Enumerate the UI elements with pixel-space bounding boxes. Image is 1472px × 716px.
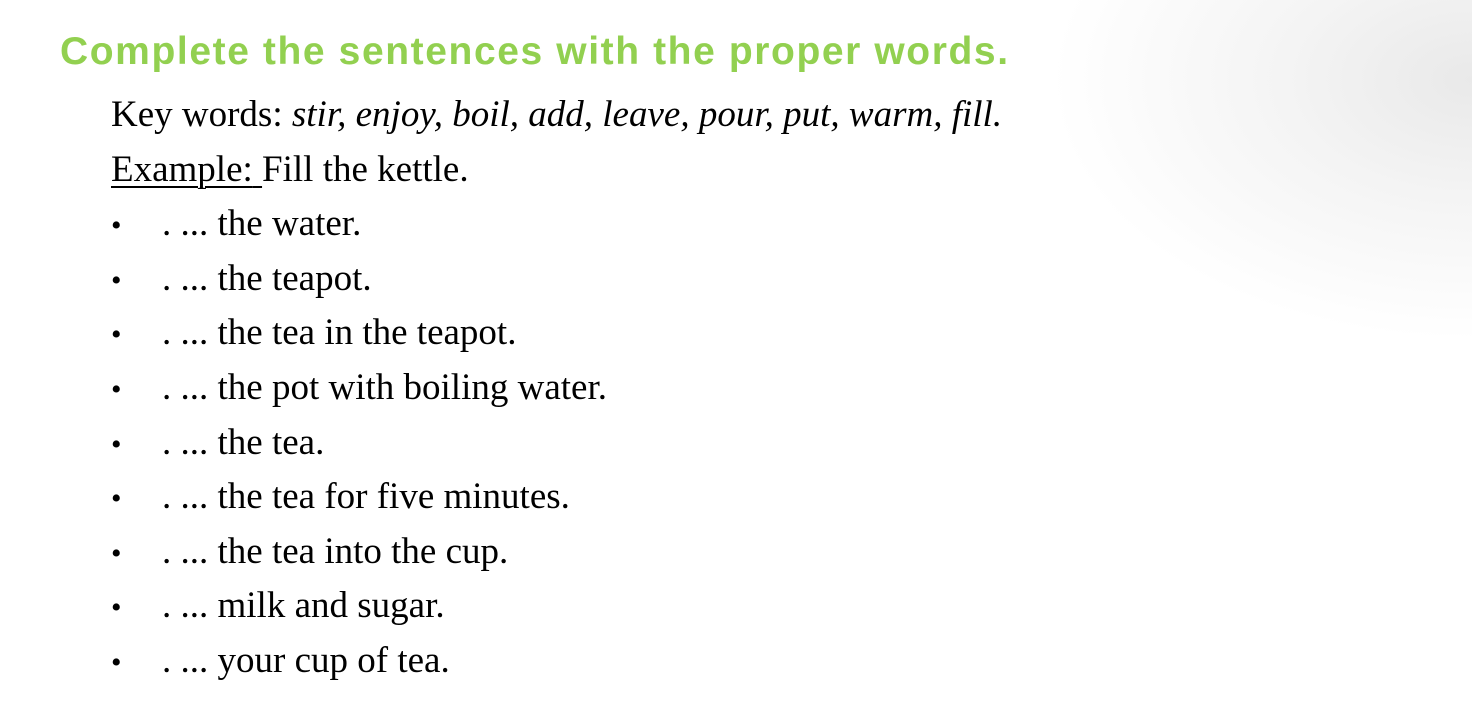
sentence-item — [111, 416, 1002, 471]
sentence-item — [111, 470, 1002, 525]
sentence-text: . ... the tea into the cup. — [162, 530, 509, 572]
sentence-text: . ... the tea. — [162, 421, 325, 463]
bullet-icon: • — [111, 263, 122, 297]
sentence-item — [111, 361, 1002, 416]
sentence-item — [111, 525, 1002, 580]
page-title: Complete the sentences with the proper words. — [60, 30, 1010, 73]
sentence-text: . ... the tea for five minutes. — [162, 476, 570, 518]
key-words-list: stir, enjoy, boil, add, leave, pour, put, warm, fill. — [291, 94, 1003, 135]
sentence-text: . ... milk and sugar. — [162, 585, 445, 627]
bullet-icon: • — [111, 482, 122, 516]
bullet-icon: • — [111, 536, 122, 570]
example-line — [111, 143, 1002, 198]
sentence-text: . ... the pot with boiling water. — [162, 366, 607, 408]
key-words-label: Key words: — [111, 94, 283, 135]
sentence-item — [111, 252, 1002, 307]
bullet-icon: • — [111, 645, 122, 679]
bullet-icon: • — [111, 372, 122, 406]
sentence-item — [111, 197, 1002, 252]
sentence-item — [111, 579, 1002, 634]
bullet-icon: • — [111, 318, 122, 352]
sentence-text: . ... the teapot. — [162, 257, 372, 299]
sentence-text: . ... your cup of tea. — [162, 639, 450, 681]
example-text: Fill the kettle. — [262, 148, 469, 190]
sentence-item — [111, 306, 1002, 361]
exercise-content — [111, 88, 1002, 689]
bullet-icon: • — [111, 427, 122, 461]
sentence-list — [111, 197, 1002, 688]
sentence-text: . ... the tea in the teapot. — [162, 312, 517, 354]
bullet-icon: • — [111, 591, 122, 625]
sentence-item — [111, 634, 1002, 689]
sentence-text: . ... the water. — [162, 203, 362, 245]
bullet-icon: • — [111, 209, 122, 243]
example-label: Example: — [111, 148, 253, 190]
key-words-line — [111, 88, 1002, 143]
